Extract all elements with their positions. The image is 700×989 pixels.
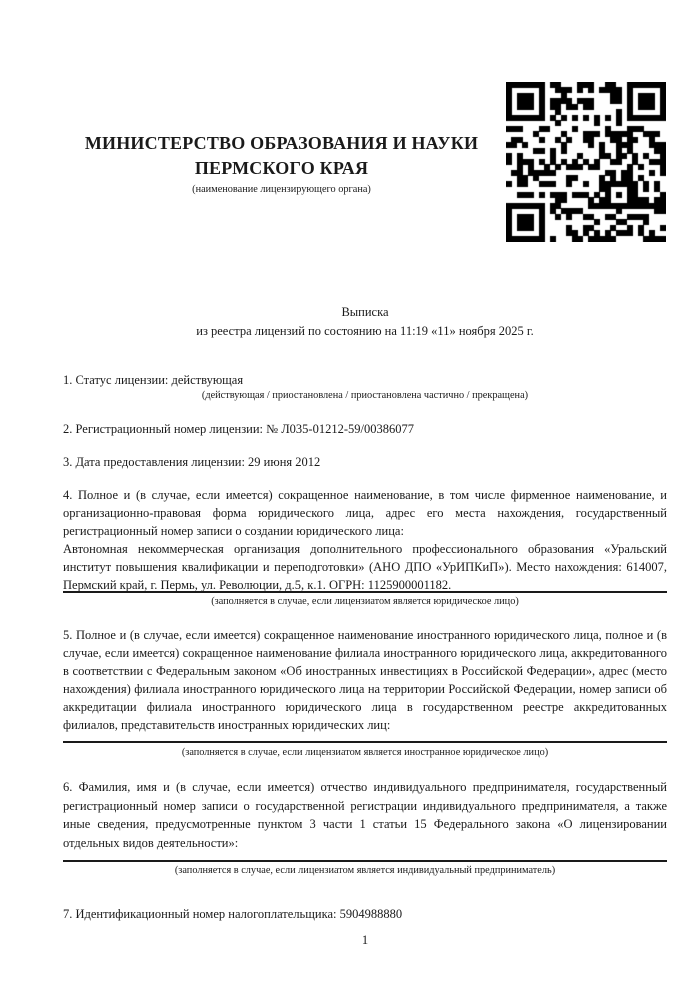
field-individual-entrepreneur-label: 6. Фамилия, имя и (в случае, если имеется) отчество индивидуального предпринимателя, государственный регистрационный номер записи о государственной регистрации индивидуального предпринимателя, а также иные сведения, предусмотренные пунктом 3 части 1 статьи 15 Федерального закона «О лицензировании отдельных видов деятельности»: [63,780,667,850]
field-legal-entity-value: Автономная некоммерческая организация дополнительного профессионального образования «Уральский институт повышения квалификации и переподготовки» (АНО ДПО «УрИПКиП»). Место нахождения: 614007, Пермский край, г. Пермь, ул. Революции, д.5, к.1. ОГРН: 1125900001182. [63,542,667,592]
field-registration-number: 2. Регистрационный номер лицензии: № Л035-01212-59/00386077 [63,422,414,436]
document-title-line2: из реестра лицензий по состоянию на 11:19 «11» ноября 2025 г. [196,323,534,338]
licensing-authority-header [63,131,500,196]
page-number: 1 [361,933,369,947]
document-title [63,303,667,340]
field-grant-date: 3. Дата предоставления лицензии: 29 июня 2012 [63,455,321,469]
field-inn: 7. Идентификационный номер налогоплательщика: 5904988880 [63,907,403,921]
field-foreign-entity-caption: (заполняется в случае, если лицензиатом является иностранное юридическое лицо) [181,747,549,758]
field-license-status-caption: (действующая / приостановлена / приостановлена частично / прекращена) [201,390,529,401]
field-individual-entrepreneur-caption: (заполняется в случае, если лицензиатом является индивидуальный предприниматель) [174,865,556,876]
ministry-name-line2: ПЕРМСКОГО КРАЯ [194,158,369,178]
qr-code [506,82,666,242]
ministry-name-line1: МИНИСТЕРСТВО ОБРАЗОВАНИЯ И НАУКИ [84,133,479,153]
field-license-status: 1. Статус лицензии: действующая [63,373,244,387]
field-legal-entity-label: 4. Полное и (в случае, если имеется) сокращенное наименование, в том числе фирменное наименование, и организационно-правовая форма юридического лица, адрес его места нахождения, государственный регистрационный номер записи о создании юридического лица: [63,488,667,538]
separator-line-legal-entity [63,591,667,593]
licensing-authority-caption: (наименование лицензирующего органа) [192,184,371,195]
document-title-line1: Выписка [341,305,389,319]
separator-line-individual-entrepreneur [63,860,667,862]
separator-line-foreign-entity [63,741,667,743]
field-legal-entity-caption: (заполняется в случае, если лицензиатом является юридическое лицо) [211,596,519,607]
field-foreign-entity-label: 5. Полное и (в случае, если имеется) сокращенное наименование иностранного юридического лица, полное и (в случае, если имеется) сокращенное наименование филиала иностранного юридического лица, аккредитованного в соответствии с Федеральным законом «Об иностранных инвестициях в Российской Федерации», адрес (место нахождения) филиала иностранного юридического лица на территории Российской Федерации, номер записи об аккредитации филиала иностранного юридического лица в государственном реестре аккредитованных филиалов, представительств иностранных юридических лиц: [63,628,667,732]
